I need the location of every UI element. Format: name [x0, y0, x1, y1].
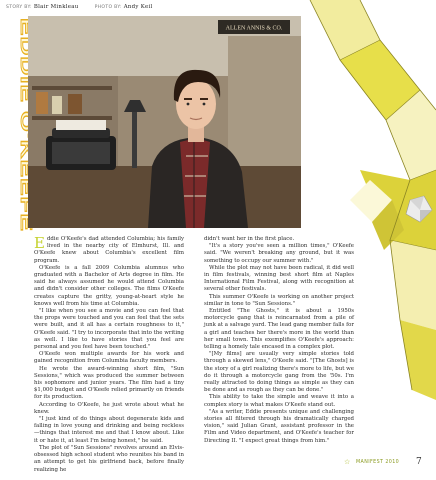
paragraph: "It's a story you've seen a million times," O'Keefe said. "We weren't breaking any ground, but it was something to occupy our summer with."	[204, 243, 354, 264]
paragraph: O'Keefe is a fall 2009 Columbia alumnus who graduated with a Bachelor of Arts degree in film. He said he always assumed he would attend Columbia and didn't consider other colleges. The films O'Keefe creates capture the gritty, young-at-heart style he knows well from his time at Columbia.	[34, 264, 184, 307]
paragraph: While the plot may not have been radical, it did well in film festivals, winning best short film at Naples International Film Festival, along with recognition at several other festivals.	[204, 264, 354, 293]
star-icon: ☆	[344, 458, 351, 466]
paragraph: He wrote the award-winning short film, "Sun Sessions," which was produced the summer between his sophomore and junior years. The film had a tiny $1,000 budget and O'Keefe relied primarily on friends for its production.	[34, 365, 184, 401]
paragraph: This ability to take the simple and weave it into a complex story is what makes O'Keefe stand out.	[204, 394, 354, 408]
paragraph: Entitled "The Ghosts," it is about a 1950s motorcycle gang that is reincarnated from a pile of junk at a salvage yard. The lead gang member falls for a girl and teaches her there's more in the world than her small town. This exemplifies O'Keefe's approach: telling a homely tale encased in a complex plot.	[204, 308, 354, 351]
paragraph: This summer O'Keefe is working on another project similar in tone to "Sun Sessions."	[204, 293, 354, 307]
issue-label: MANIFEST 2010	[356, 460, 400, 465]
photo-label: PHOTO BY:	[94, 5, 122, 10]
paragraph: "I like when you see a movie and you can feel that the props were touched and you can feel that the sets were built, and it all has a certain roughness to it," O'Keefe said. "I try to incorporate that into the writing as well. I like to have stories that you feel are personal and you feel have been touched."	[34, 308, 184, 351]
byline	[6, 4, 153, 10]
article-column-right	[204, 236, 354, 445]
story-author: Blair Minkleau	[33, 4, 79, 10]
shop-sign: ALLEN ANNIS & CO.	[225, 25, 283, 32]
paragraph: O'Keefe won multiple awards for his work and gained recognition from Columbia faculty members.	[34, 351, 184, 365]
paragraph: According to O'Keefe, he just wrote about what he knew.	[34, 401, 184, 415]
photo-scene	[28, 16, 301, 228]
paragraph: The plot of "Sun Sessions" revolves around an Elvis-obsessed high school student who reunites his band in an attempt to get his girlfriend back, before finally realizing he	[34, 444, 184, 473]
photo-author: Andy Keil	[123, 4, 153, 10]
headline: EDDIE O'KEEFE	[17, 18, 34, 145]
headline-svg	[6, 16, 34, 236]
page-footer	[330, 458, 430, 468]
paragraph: "I just kind of do things about degenerate kids and falling in love young and drinking and being reckless—things that interest me and that I know about. Like it or hate it, at least I'm being honest," he said.	[34, 416, 184, 444]
portrait-photo	[28, 16, 301, 228]
article-column-left	[34, 236, 184, 474]
story-label: STORY BY:	[6, 5, 32, 10]
page-number: 7	[416, 457, 422, 467]
paragraph: "[My films] are usually very simple stories told through a skewed lens," O'Keefe said. "[The Ghosts] is the story of a girl realizing there's more to life, but we do it through a motorcycle gang from the '50s. I'm really attracted to doing things as simple as they can be done and as rough as they can be done."	[204, 351, 354, 394]
paragraph: "As a writer, Eddie presents unique and challenging stories all filtered through his dramatically charged vision," said Julian Grant, assistant professor in the Film and Video department, and O'Keefe's teacher for Directing II. "I expect great things from him."	[204, 408, 354, 444]
drop-cap: E	[34, 234, 45, 252]
paragraph: didn't want her in the first place.	[204, 236, 295, 242]
headline-vertical	[6, 16, 34, 236]
paragraph: ddie O'Keefe's dad attended Columbia; his family lived in the nearby city of Elmhurst, Ill. and O'Keefe knew about Columbia's excellent film program.	[34, 236, 184, 264]
